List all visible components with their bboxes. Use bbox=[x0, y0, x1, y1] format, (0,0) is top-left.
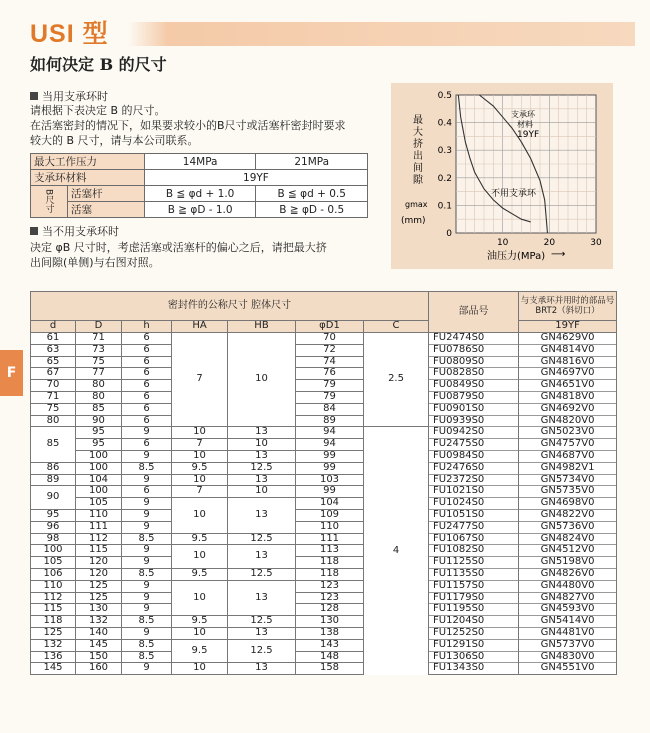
cell: 14MPa bbox=[144, 154, 256, 170]
table-row bbox=[31, 651, 617, 663]
cell-d: 112 bbox=[31, 592, 76, 604]
cell-ring-part-number: GN4827V0 bbox=[519, 592, 617, 604]
cell-ring-part-number: GN4629V0 bbox=[519, 333, 617, 345]
table-row bbox=[31, 639, 617, 651]
cell-d: 85 bbox=[31, 427, 76, 462]
cell-h: 6 bbox=[122, 356, 172, 368]
cell-part-number: FU2475S0 bbox=[429, 439, 519, 451]
cell-part-number: FU1024S0 bbox=[429, 498, 519, 510]
cell: 21MPa bbox=[256, 154, 368, 170]
cell-h: 9 bbox=[122, 521, 172, 533]
table-row bbox=[31, 462, 617, 474]
annotation-no-ring: 不用支承环 bbox=[491, 189, 537, 199]
cell-D: 140 bbox=[76, 627, 122, 639]
cell-d1: 123 bbox=[296, 580, 364, 592]
cell-part-number: FU0828S0 bbox=[429, 368, 519, 380]
cell-ha: 9.5 bbox=[172, 462, 228, 474]
cell-D: 150 bbox=[76, 651, 122, 663]
cell-d1: 70 bbox=[296, 333, 364, 345]
cell-hb: 13 bbox=[228, 663, 296, 675]
cell-d: 118 bbox=[31, 616, 76, 628]
section-text-without-ring bbox=[30, 240, 385, 270]
cell-hb: 10 bbox=[228, 439, 296, 451]
cell-part-number: FU0809S0 bbox=[429, 356, 519, 368]
cell-D: 125 bbox=[76, 580, 122, 592]
y-axis-label: 最大挤出间隙 bbox=[413, 115, 423, 186]
col-header-D: D bbox=[76, 321, 122, 333]
cell-hb: 13 bbox=[228, 474, 296, 486]
cell-group-label: B尺寸 bbox=[31, 186, 68, 218]
table-row bbox=[31, 380, 617, 392]
cell-d1: 123 bbox=[296, 592, 364, 604]
cell-d: 61 bbox=[31, 333, 76, 345]
y-tick-label: 0 bbox=[446, 229, 452, 239]
text-line: 请根据下表决定 B 的尺寸。 bbox=[30, 104, 166, 117]
cell-part-number: FU1135S0 bbox=[429, 568, 519, 580]
cell-d: 67 bbox=[31, 368, 76, 380]
cell-ha: 9.5 bbox=[172, 533, 228, 545]
cell-ring-part-number: GN5414V0 bbox=[519, 616, 617, 628]
cell-d1: 94 bbox=[296, 439, 364, 451]
bullet-square-icon bbox=[30, 92, 38, 100]
cell-hb: 13 bbox=[228, 627, 296, 639]
cell-d: 90 bbox=[31, 486, 76, 510]
table-row bbox=[31, 498, 617, 510]
cell-h: 9 bbox=[122, 509, 172, 521]
cell-part-number: FU2477S0 bbox=[429, 521, 519, 533]
cell-d: 132 bbox=[31, 639, 76, 651]
cell-h: 6 bbox=[122, 391, 172, 403]
cell-ring-part-number: GN4593V0 bbox=[519, 604, 617, 616]
cell-d1: 79 bbox=[296, 391, 364, 403]
cell-part-number: FU0942S0 bbox=[429, 427, 519, 439]
table-row bbox=[31, 568, 617, 580]
y-tick-label: 0.5 bbox=[437, 91, 452, 101]
cell: 19YF bbox=[144, 170, 367, 186]
y-axis-unit: (mm) bbox=[401, 216, 426, 226]
cell-d: 125 bbox=[31, 627, 76, 639]
cell-ha: 10 bbox=[172, 627, 228, 639]
cell-hb: 13 bbox=[228, 498, 296, 533]
cell-part-number: FU0786S0 bbox=[429, 344, 519, 356]
table-row bbox=[31, 580, 617, 592]
cell-d1: 76 bbox=[296, 368, 364, 380]
cell-D: 77 bbox=[76, 368, 122, 380]
cell-ring-part-number: GN4816V0 bbox=[519, 356, 617, 368]
cell-h: 9 bbox=[122, 592, 172, 604]
cell-hb: 12.5 bbox=[228, 533, 296, 545]
table-row bbox=[31, 557, 617, 569]
cell-d1: 128 bbox=[296, 604, 364, 616]
cell-D: 80 bbox=[76, 391, 122, 403]
cell-ring-part-number: GN5734V0 bbox=[519, 474, 617, 486]
cell-ring-part-number: GN4698V0 bbox=[519, 498, 617, 510]
cell-ring-part-number: GN4982V1 bbox=[519, 462, 617, 474]
cell-d: 136 bbox=[31, 651, 76, 663]
cell-ring-part-number: GN5736V0 bbox=[519, 521, 617, 533]
cell-hb: 10 bbox=[228, 486, 296, 498]
cell-D: 132 bbox=[76, 616, 122, 628]
text-line: 较大的 B 尺寸，请与本公司联系。 bbox=[30, 134, 199, 147]
annotation-ring-grade: 19YF bbox=[517, 130, 540, 140]
cell-part-number: FU1291S0 bbox=[429, 639, 519, 651]
cell-ha: 10 bbox=[172, 663, 228, 675]
annotation-ring-material: 支承环材料 bbox=[511, 110, 535, 129]
cell-d: 63 bbox=[31, 344, 76, 356]
cell-D: 95 bbox=[76, 439, 122, 451]
cell-ring-part-number: GN4692V0 bbox=[519, 403, 617, 415]
ring-type-line: BRT2（斜切口） bbox=[535, 306, 600, 316]
cell-part-number: FU1021S0 bbox=[429, 486, 519, 498]
cell-d1: 94 bbox=[296, 427, 364, 439]
ring-material-header: 19YF bbox=[519, 321, 617, 333]
cell-ring-part-number: GN5737V0 bbox=[519, 639, 617, 651]
table-row bbox=[31, 415, 617, 427]
table-row bbox=[31, 368, 617, 380]
cell-part-number: FU0901S0 bbox=[429, 403, 519, 415]
cell-d1: 99 bbox=[296, 450, 364, 462]
cell-label: 活塞杆 bbox=[68, 186, 145, 202]
cell-D: 71 bbox=[76, 333, 122, 345]
section-heading-text: 当用支承环时 bbox=[42, 90, 108, 103]
cell-D: 111 bbox=[76, 521, 122, 533]
cell-h: 9 bbox=[122, 580, 172, 592]
cell-d: 145 bbox=[31, 663, 76, 675]
cell-d1: 110 bbox=[296, 521, 364, 533]
cell-d: 65 bbox=[31, 356, 76, 368]
cell: B ≧ φD - 0.5 bbox=[256, 202, 368, 218]
text-line: 在活塞密封的情况下，如果要求较小的B尺寸或活塞杆密封时要求 bbox=[30, 119, 346, 132]
cell-ring-part-number: GN4512V0 bbox=[519, 545, 617, 557]
section-tab-f: F bbox=[0, 350, 23, 396]
cell-part-number: FU1195S0 bbox=[429, 604, 519, 616]
cell-h: 6 bbox=[122, 368, 172, 380]
cell-d1: 74 bbox=[296, 356, 364, 368]
header-bar-fade bbox=[128, 22, 168, 46]
table-row bbox=[31, 533, 617, 545]
dimension-table bbox=[30, 291, 617, 675]
cell-h: 6 bbox=[122, 380, 172, 392]
cell-ring-part-number: GN5023V0 bbox=[519, 427, 617, 439]
cell-ha: 9.5 bbox=[172, 568, 228, 580]
cell-D: 112 bbox=[76, 533, 122, 545]
cell-d: 106 bbox=[31, 568, 76, 580]
cell-part-number: FU1179S0 bbox=[429, 592, 519, 604]
cell-ring-part-number: GN4697V0 bbox=[519, 368, 617, 380]
cell-ha: 10 bbox=[172, 427, 228, 439]
cell-ring-part-number: GN4820V0 bbox=[519, 415, 617, 427]
cell-hb: 13 bbox=[228, 427, 296, 439]
cell-ring-part-number: GN5198V0 bbox=[519, 557, 617, 569]
cell-part-number: FU2372S0 bbox=[429, 474, 519, 486]
table-row bbox=[31, 333, 617, 345]
cell-ring-part-number: GN4480V0 bbox=[519, 580, 617, 592]
y-tick-label: 0.2 bbox=[437, 173, 452, 184]
table-row bbox=[31, 450, 617, 462]
cell-D: 90 bbox=[76, 415, 122, 427]
cell-hb: 13 bbox=[228, 580, 296, 615]
extrusion-gap-chart bbox=[391, 83, 613, 269]
cell-d: 70 bbox=[31, 380, 76, 392]
cell-h: 9 bbox=[122, 557, 172, 569]
cell-h: 6 bbox=[122, 439, 172, 451]
cell-ha: 9.5 bbox=[172, 616, 228, 628]
table-row bbox=[31, 509, 617, 521]
cell-d: 86 bbox=[31, 462, 76, 474]
cell-ha: 10 bbox=[172, 474, 228, 486]
cell-hb: 12.5 bbox=[228, 616, 296, 628]
cell-D: 125 bbox=[76, 592, 122, 604]
series-title: USI 型 bbox=[30, 20, 109, 48]
cell-h: 6 bbox=[122, 415, 172, 427]
cell-part-number: FU1051S0 bbox=[429, 509, 519, 521]
cell-D: 110 bbox=[76, 509, 122, 521]
cell-d: 105 bbox=[31, 557, 76, 569]
cell-hb: 13 bbox=[228, 450, 296, 462]
cell-d1: 138 bbox=[296, 627, 364, 639]
cell-h: 9 bbox=[122, 450, 172, 462]
cell-d1: 79 bbox=[296, 380, 364, 392]
cell-D: 95 bbox=[76, 427, 122, 439]
cell-h: 9 bbox=[122, 663, 172, 675]
cell-hb: 12.5 bbox=[228, 639, 296, 663]
y-axis-sub-label: gmax bbox=[405, 200, 428, 209]
cell-h: 9 bbox=[122, 427, 172, 439]
cell-D: 145 bbox=[76, 639, 122, 651]
table-row bbox=[31, 356, 617, 368]
cell: B ≧ φD - 1.0 bbox=[144, 202, 256, 218]
cell-d: 89 bbox=[31, 474, 76, 486]
cell-D: 100 bbox=[76, 462, 122, 474]
cell-ring-part-number: GN4757V0 bbox=[519, 439, 617, 451]
cell-h: 8.5 bbox=[122, 639, 172, 651]
cell-h: 8.5 bbox=[122, 568, 172, 580]
text-line: 决定 φB 尺寸时，考虑活塞或活塞杆的偏心之后，请把最大挤 bbox=[30, 241, 327, 254]
cell-h: 6 bbox=[122, 486, 172, 498]
bullet-square-icon bbox=[30, 227, 38, 235]
cell-label: 支承环材料 bbox=[31, 170, 145, 186]
y-tick-label: 0.4 bbox=[437, 118, 452, 129]
cell-ha: 10 bbox=[172, 580, 228, 615]
cell-ha: 10 bbox=[172, 545, 228, 569]
cell-c: 4 bbox=[364, 427, 429, 675]
cell-d1: 109 bbox=[296, 509, 364, 521]
table-row bbox=[31, 627, 617, 639]
cell-D: 105 bbox=[76, 498, 122, 510]
cell-d: 80 bbox=[31, 415, 76, 427]
cell-part-number: FU0849S0 bbox=[429, 380, 519, 392]
cell-part-number: FU2476S0 bbox=[429, 462, 519, 474]
cell-h: 6 bbox=[122, 344, 172, 356]
cell-part-number: FU1082S0 bbox=[429, 545, 519, 557]
cell-d: 100 bbox=[31, 545, 76, 557]
cell-d1: 99 bbox=[296, 462, 364, 474]
cell-D: 85 bbox=[76, 403, 122, 415]
ring-part-header bbox=[519, 292, 617, 321]
cell-ring-part-number: GN5735V0 bbox=[519, 486, 617, 498]
cell-d1: 118 bbox=[296, 557, 364, 569]
cell-ha: 7 bbox=[172, 486, 228, 498]
cell-d1: 72 bbox=[296, 344, 364, 356]
cell-D: 100 bbox=[76, 486, 122, 498]
cell-h: 6 bbox=[122, 333, 172, 345]
col-header-d1: φD1 bbox=[296, 321, 364, 333]
table-row bbox=[31, 616, 617, 628]
cell-d1: 118 bbox=[296, 568, 364, 580]
cell-ring-part-number: GN4822V0 bbox=[519, 509, 617, 521]
x-axis-arrow: ⟶ bbox=[551, 249, 566, 260]
cell: B ≦ φd + 0.5 bbox=[256, 186, 368, 202]
part-number-header: 部品号 bbox=[429, 292, 519, 333]
cell-hb: 12.5 bbox=[228, 462, 296, 474]
table-row bbox=[31, 521, 617, 533]
cell: B ≦ φd + 1.0 bbox=[144, 186, 256, 202]
section-text-with-ring bbox=[30, 103, 385, 148]
cell-d: 115 bbox=[31, 604, 76, 616]
table-row bbox=[31, 439, 617, 451]
cell-label: 活塞 bbox=[68, 202, 145, 218]
table-row bbox=[31, 474, 617, 486]
cell-d: 98 bbox=[31, 533, 76, 545]
section-heading-without-ring bbox=[30, 224, 119, 240]
cell-ha: 9.5 bbox=[172, 639, 228, 663]
cell-label: 最大工作压力 bbox=[31, 154, 145, 170]
cell-d: 95 bbox=[31, 509, 76, 521]
cell-D: 130 bbox=[76, 604, 122, 616]
cell-d1: 113 bbox=[296, 545, 364, 557]
table-row bbox=[31, 545, 617, 557]
table-row bbox=[31, 592, 617, 604]
cell-d1: 111 bbox=[296, 533, 364, 545]
cell-ring-part-number: GN4826V0 bbox=[519, 568, 617, 580]
cell-part-number: FU1306S0 bbox=[429, 651, 519, 663]
cell-D: 115 bbox=[76, 545, 122, 557]
cell-part-number: FU1125S0 bbox=[429, 557, 519, 569]
cell-ha: 7 bbox=[172, 333, 228, 427]
table-row bbox=[31, 403, 617, 415]
table-row bbox=[31, 344, 617, 356]
cell-D: 104 bbox=[76, 474, 122, 486]
cell-D: 100 bbox=[76, 450, 122, 462]
cell-h: 8.5 bbox=[122, 651, 172, 663]
cell-part-number: FU2474S0 bbox=[429, 333, 519, 345]
cell-D: 160 bbox=[76, 663, 122, 675]
cell-h: 9 bbox=[122, 627, 172, 639]
cell-d1: 143 bbox=[296, 639, 364, 651]
col-header-h: h bbox=[122, 321, 172, 333]
cell-hb: 10 bbox=[228, 333, 296, 427]
page-subtitle: 如何决定 B 的尺寸 bbox=[30, 55, 167, 74]
y-tick-label: 0.3 bbox=[437, 146, 452, 157]
cell-h: 9 bbox=[122, 604, 172, 616]
cell-ha: 10 bbox=[172, 450, 228, 462]
cell-d: 71 bbox=[31, 391, 76, 403]
cell-d1: 99 bbox=[296, 486, 364, 498]
header-bar bbox=[128, 22, 635, 46]
col-header-hb: HB bbox=[228, 321, 296, 333]
cell-ring-part-number: GN4818V0 bbox=[519, 391, 617, 403]
cell-part-number: FU1204S0 bbox=[429, 616, 519, 628]
cell-part-number: FU1252S0 bbox=[429, 627, 519, 639]
cell-hb: 12.5 bbox=[228, 568, 296, 580]
cell-c: 2.5 bbox=[364, 333, 429, 427]
cell-ha: 7 bbox=[172, 439, 228, 451]
cell-part-number: FU0879S0 bbox=[429, 391, 519, 403]
cell-d1: 103 bbox=[296, 474, 364, 486]
cell-d1: 148 bbox=[296, 651, 364, 663]
cell-d1: 130 bbox=[296, 616, 364, 628]
col-header-c: C bbox=[364, 321, 429, 333]
cell-part-number: FU1157S0 bbox=[429, 580, 519, 592]
cell-h: 9 bbox=[122, 498, 172, 510]
cell-d1: 104 bbox=[296, 498, 364, 510]
table-row bbox=[31, 486, 617, 498]
cell-D: 120 bbox=[76, 568, 122, 580]
table-row bbox=[31, 427, 617, 439]
cell-ring-part-number: GN4824V0 bbox=[519, 533, 617, 545]
cell-part-number: FU1343S0 bbox=[429, 663, 519, 675]
cell-d1: 84 bbox=[296, 403, 364, 415]
cell-h: 6 bbox=[122, 403, 172, 415]
text-line: 出间隙(单侧)与右图对照。 bbox=[30, 256, 160, 269]
cell-ring-part-number: GN4830V0 bbox=[519, 651, 617, 663]
cell-D: 73 bbox=[76, 344, 122, 356]
cell-part-number: FU1067S0 bbox=[429, 533, 519, 545]
cell-h: 8.5 bbox=[122, 462, 172, 474]
table-row bbox=[31, 391, 617, 403]
cell-ring-part-number: GN4687V0 bbox=[519, 450, 617, 462]
table-row bbox=[31, 663, 617, 675]
b-size-table bbox=[30, 153, 368, 218]
cell-h: 9 bbox=[122, 545, 172, 557]
cell-ring-part-number: GN4551V0 bbox=[519, 663, 617, 675]
section-heading-text: 当不用支承环时 bbox=[42, 225, 119, 238]
table-row bbox=[31, 604, 617, 616]
cell-d: 75 bbox=[31, 403, 76, 415]
cell-ring-part-number: GN4481V0 bbox=[519, 627, 617, 639]
ring-header-line: 与支承环并用时的部品号 bbox=[520, 296, 615, 306]
group-header: 密封件的公称尺寸 腔体尺寸 bbox=[31, 292, 429, 321]
cell-ring-part-number: GN4814V0 bbox=[519, 344, 617, 356]
cell-h: 8.5 bbox=[122, 616, 172, 628]
cell-h: 8.5 bbox=[122, 533, 172, 545]
cell-part-number: FU0984S0 bbox=[429, 450, 519, 462]
x-axis-label: 油压力(MPa) bbox=[487, 251, 546, 262]
cell-hb: 13 bbox=[228, 545, 296, 569]
cell-part-number: FU0939S0 bbox=[429, 415, 519, 427]
y-tick-label: 0.1 bbox=[437, 201, 452, 212]
x-tick-label: 10 bbox=[496, 238, 509, 248]
cell-d1: 158 bbox=[296, 663, 364, 675]
x-tick-label: 20 bbox=[543, 238, 556, 248]
x-tick-label: 30 bbox=[590, 238, 602, 248]
cell-d1: 89 bbox=[296, 415, 364, 427]
col-header-d: d bbox=[31, 321, 76, 333]
cell-D: 80 bbox=[76, 380, 122, 392]
col-header-ha: HA bbox=[172, 321, 228, 333]
cell-D: 75 bbox=[76, 356, 122, 368]
cell-h: 9 bbox=[122, 474, 172, 486]
cell-ring-part-number: GN4651V0 bbox=[519, 380, 617, 392]
cell-d: 110 bbox=[31, 580, 76, 592]
cell-D: 120 bbox=[76, 557, 122, 569]
cell-ha: 10 bbox=[172, 498, 228, 533]
cell-d: 96 bbox=[31, 521, 76, 533]
